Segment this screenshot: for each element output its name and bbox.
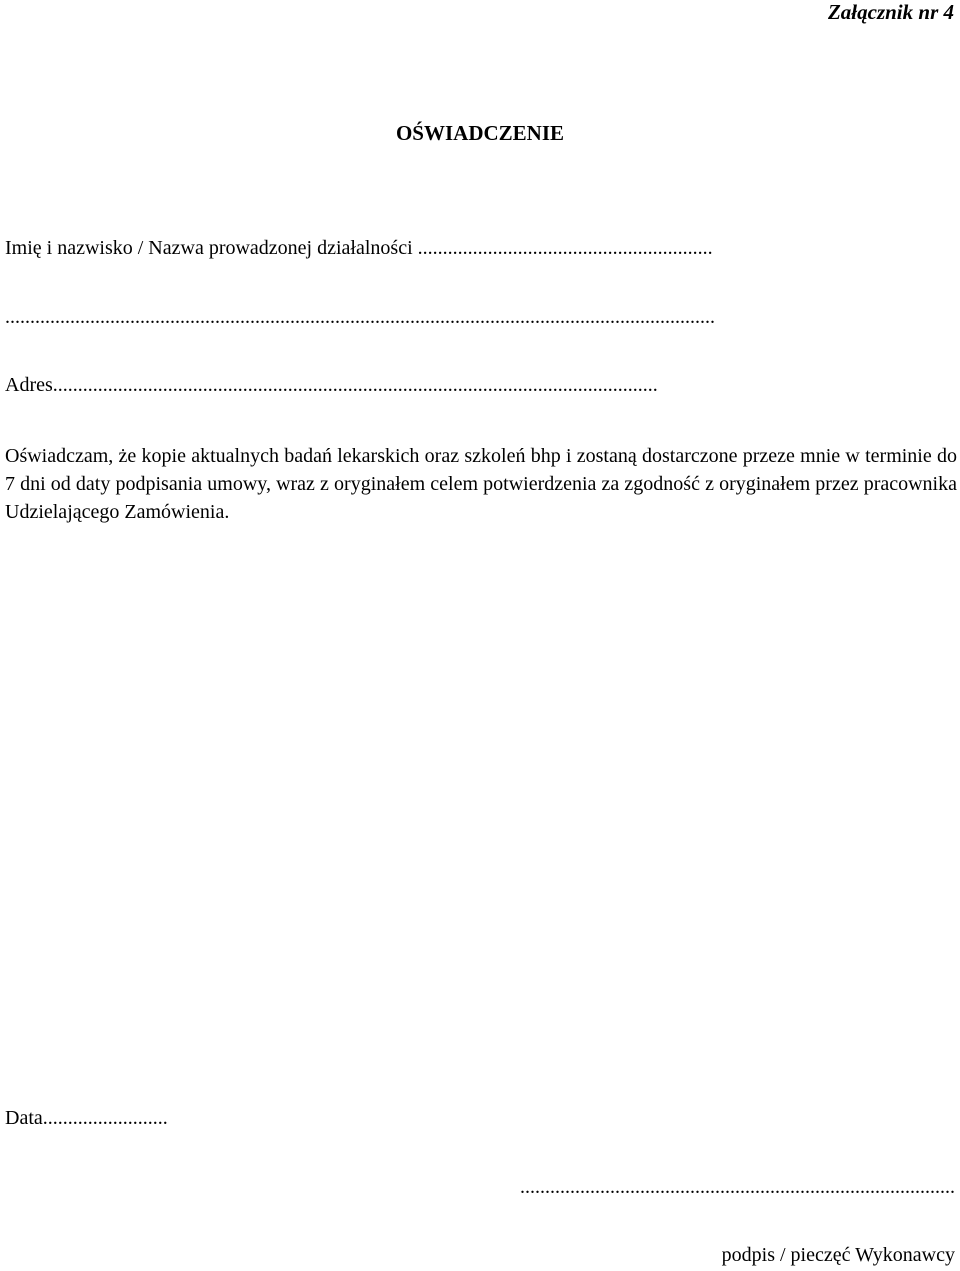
signature-label: podpis / pieczęć Wykonawcy bbox=[721, 1244, 955, 1266]
name-field-line: Imię i nazwisko / Nazwa prowadzonej działalności ........................................................... bbox=[5, 237, 713, 259]
address-field-line: Adres......................................................................................................................... bbox=[5, 374, 658, 396]
signature-line: ....................................................................................... bbox=[520, 1176, 955, 1198]
declaration-text: Oświadczam, że kopie aktualnych badań lekarskich oraz szkoleń bhp i zostaną dostarczone przeze mnie w terminie do 7 dni od daty podpisania umowy, wraz z oryginałem celem potwierdzenia za zgodność z oryginałem przez pracownika Udzielającego Zamówienia. bbox=[5, 445, 957, 523]
annex-label: Załącznik nr 4 bbox=[827, 0, 954, 24]
document-title: OŚWIADCZENIE bbox=[395, 121, 565, 145]
name-field-continuation: .............................................................................................................................................. bbox=[5, 306, 715, 328]
date-field-line: Data......................... bbox=[5, 1107, 168, 1129]
